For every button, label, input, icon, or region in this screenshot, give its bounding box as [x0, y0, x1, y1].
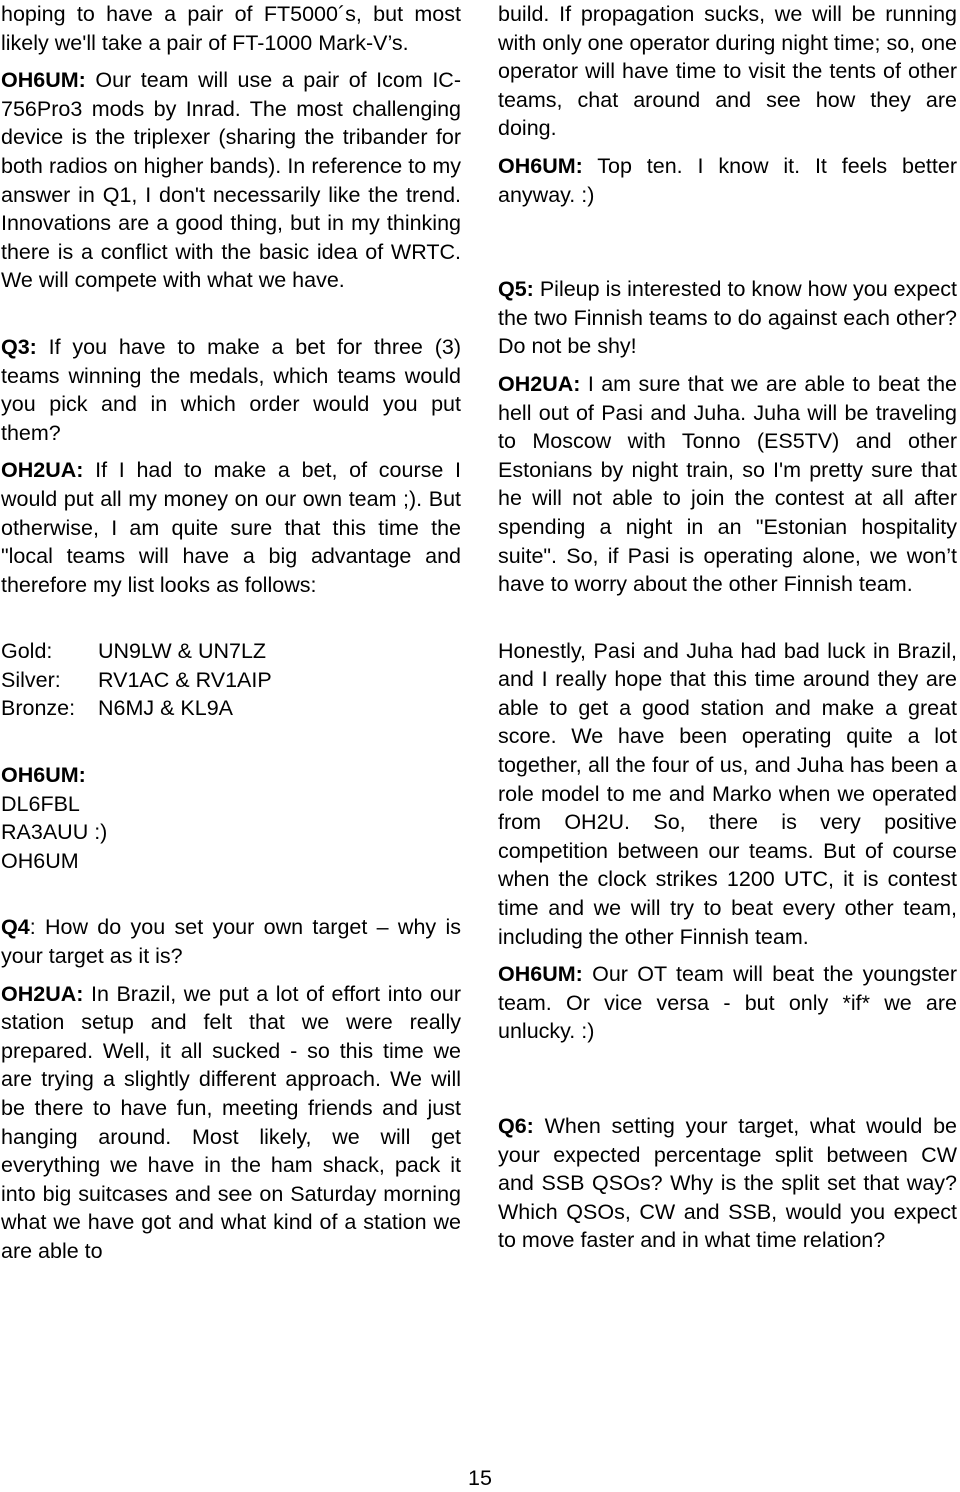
question-q5: [498, 275, 957, 361]
oh2ua-answer-q4: [1, 980, 461, 1266]
pick-item: RA3AUU :): [1, 820, 108, 845]
speaker-oh6um: OH6UM:: [1, 68, 86, 93]
question-text: Pileup is interested to know how you expect the two Finnish teams to do against each other? Do not be shy!: [498, 277, 957, 359]
answer-text: In Brazil, we put a lot of effort into our station setup and felt that we were really prepared. Well, it all sucked - so this time we are trying a slightly different approach. We will be there to have fun, meeting friends and just hanging around. Most likely, we will get everything we have in the ham shack, pack it into big suitcases and see on Saturday morning what we have got and what kind of a station we are able to: [1, 981, 461, 1263]
medal-label: Gold:: [1, 639, 53, 664]
medal-label: Bronze:: [1, 696, 76, 721]
question-text: If you have to make a bet for three (3) teams winning the medals, which teams would you pick and in which order would you put them?: [1, 334, 461, 445]
speaker-oh2ua: OH2UA:: [1, 458, 84, 483]
oh6um-answer-q2: [1, 66, 461, 295]
medal-row-gold: [1, 637, 461, 666]
speaker-oh2ua: OH2UA:: [498, 371, 581, 396]
pick-item: DL6FBL: [1, 791, 80, 816]
intro-paragraph: hoping to have a pair of FT5000´s, but most likely we'll take a pair of FT-1000 Mark-V’s.: [1, 2, 461, 55]
answer-text: If I had to make a bet, of course I would put all my money on our own team ;). But otherwise, I am quite sure that this time the "local teams will have a big advantage and therefore my list looks as follows:: [1, 458, 461, 597]
answer-text: I am sure that we are able to beat the hell out of Pasi and Juha. Juha will be traveling to Moscow with Tonno (ES5TV) and other Estonians by night train, so I'm pretty sure that he will not able to join the contest at all after spending a night in an "Estonian hospitality suite". So, if Pasi is operating alone, we won’t have to worry about the other Finnish team.: [498, 371, 957, 597]
medal-list: [1, 637, 461, 723]
medal-row-silver: [1, 666, 461, 695]
medal-teams: N6MJ & KL9A: [98, 696, 234, 721]
speaker-oh6um: OH6UM:: [498, 153, 583, 178]
medal-teams: RV1AC & RV1AIP: [98, 667, 272, 692]
speaker-oh6um: OH6UM:: [1, 763, 86, 788]
medal-teams: UN9LW & UN7LZ: [98, 639, 267, 664]
oh6um-answer-q4: [498, 152, 957, 209]
medal-row-bronze: [1, 694, 461, 723]
question-label: Q5:: [498, 277, 534, 302]
pick-item: OH6UM: [1, 848, 79, 873]
right-column: [498, 0, 957, 1255]
left-column: [1, 0, 461, 1266]
question-label: Q4: [1, 915, 30, 940]
question-q3: [1, 333, 461, 447]
speaker-oh6um: OH6UM:: [498, 962, 583, 987]
oh2ua-answer-q5: [498, 370, 957, 599]
answer-text: Our OT team will beat the youngster team. Or vice versa - but only *if* we are unlucky. :): [498, 962, 957, 1044]
oh2ua-answer-q3: [1, 456, 461, 599]
speaker-oh2ua: OH2UA:: [1, 981, 84, 1006]
question-q6: [498, 1112, 957, 1255]
answer-text: Top ten. I know it. It feels better anyway. :): [498, 153, 957, 207]
question-text: When setting your target, what would be your expected percentage split between CW and SSB QSOs? Why is the split set that way? Which QSOs, CW and SSB, would you expect to move faster and in what time relation?: [498, 1114, 957, 1253]
continued-paragraph: build. If propagation sucks, we will be running with only one operator during night time; so, one operator will have time to visit the tents of other teams, chat around and see how they are doing.: [498, 2, 957, 141]
oh6um-answer-q5: [498, 960, 957, 1046]
page-number: 15: [468, 1466, 492, 1490]
question-text: : How do you set your own target – why is your target as it is?: [1, 915, 461, 969]
question-label: Q6:: [498, 1114, 534, 1138]
question-q4: [1, 913, 461, 970]
oh6um-picks: [1, 761, 461, 875]
question-label: Q3:: [1, 334, 37, 359]
honestly-paragraph: Honestly, Pasi and Juha had bad luck in Brazil, and I really hope that this time around they are able to get a good station and make a great score. We have been operating quite a lot together, all the four of us, and Juha has been a role model to me and Marko when we operated from OH2U. So, there is very positive competition between our teams. But of course when the clock strikes 1200 UTC, it is contest time and we will try to beat every other team, including the other Finnish team.: [498, 638, 957, 949]
answer-text: Our team will use a pair of Icom IC-756Pro3 mods by Inrad. The most challenging device is the triplexer (sharing the tribander for both radios on higher bands). In reference to my answer in Q1, I don't necessarily like the trend. Innovations are a good thing, but in my thinking there is a conflict with the basic idea of WRTC. We will compete with what we have.: [1, 68, 461, 293]
medal-label: Silver:: [1, 667, 61, 692]
